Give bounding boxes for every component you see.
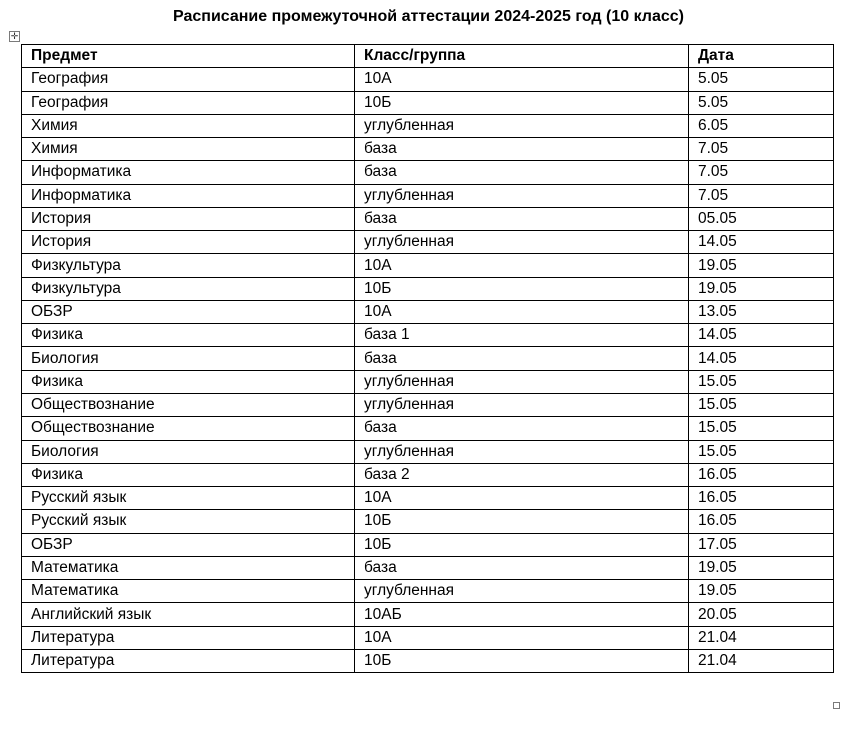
cell-class-group: углубленная <box>355 114 689 137</box>
table-row <box>22 556 834 579</box>
cell-class-group: 10Б <box>355 649 689 672</box>
cell-class-group: углубленная <box>355 580 689 603</box>
table-row <box>22 393 834 416</box>
cell-class-group: база 1 <box>355 324 689 347</box>
cell-date: 7.05 <box>689 184 834 207</box>
cell-subject: Физика <box>22 324 355 347</box>
cell-class-group: углубленная <box>355 440 689 463</box>
table-row <box>22 138 834 161</box>
resize-square-icon[interactable] <box>833 702 840 709</box>
cell-subject: Литература <box>22 626 355 649</box>
column-header-subject: Предмет <box>22 45 355 68</box>
table-header-row <box>22 45 834 68</box>
cell-subject: Физкультура <box>22 254 355 277</box>
cell-subject: Биология <box>22 347 355 370</box>
cell-subject: Физкультура <box>22 277 355 300</box>
cell-date: 19.05 <box>689 556 834 579</box>
cell-class-group: 10Б <box>355 510 689 533</box>
cell-class-group: 10А <box>355 300 689 323</box>
cell-date: 14.05 <box>689 324 834 347</box>
table-row <box>22 161 834 184</box>
cell-class-group: 10Б <box>355 277 689 300</box>
cell-class-group: 10Б <box>355 91 689 114</box>
cell-subject: История <box>22 207 355 230</box>
cell-class-group: 10А <box>355 626 689 649</box>
table-row <box>22 533 834 556</box>
cell-class-group: база <box>355 138 689 161</box>
cell-date: 15.05 <box>689 417 834 440</box>
cell-subject: Литература <box>22 649 355 672</box>
cell-class-group: 10А <box>355 254 689 277</box>
schedule-table <box>21 44 834 673</box>
cell-class-group: база <box>355 417 689 440</box>
table-row <box>22 626 834 649</box>
cell-subject: Химия <box>22 138 355 161</box>
table-row <box>22 649 834 672</box>
cell-date: 21.04 <box>689 626 834 649</box>
cell-class-group: 10Б <box>355 533 689 556</box>
cell-class-group: база <box>355 556 689 579</box>
table-row <box>22 580 834 603</box>
cell-class-group: база <box>355 207 689 230</box>
cell-date: 19.05 <box>689 580 834 603</box>
cell-date: 7.05 <box>689 138 834 161</box>
cell-subject: География <box>22 68 355 91</box>
table-row <box>22 417 834 440</box>
cell-date: 15.05 <box>689 440 834 463</box>
cell-subject: Русский язык <box>22 510 355 533</box>
cell-subject: Математика <box>22 556 355 579</box>
cell-date: 14.05 <box>689 347 834 370</box>
table-row <box>22 91 834 114</box>
cell-date: 6.05 <box>689 114 834 137</box>
cell-subject: Физика <box>22 370 355 393</box>
cell-subject: Обществознание <box>22 393 355 416</box>
table-row <box>22 184 834 207</box>
cell-subject: Обществознание <box>22 417 355 440</box>
table-row <box>22 277 834 300</box>
cell-subject: ОБЗР <box>22 300 355 323</box>
table-body <box>22 68 834 673</box>
table-row <box>22 68 834 91</box>
cell-class-group: углубленная <box>355 370 689 393</box>
cell-date: 15.05 <box>689 370 834 393</box>
cell-date: 19.05 <box>689 277 834 300</box>
cell-class-group: 10АБ <box>355 603 689 626</box>
cell-date: 16.05 <box>689 463 834 486</box>
cell-subject: Русский язык <box>22 487 355 510</box>
cell-date: 14.05 <box>689 231 834 254</box>
cell-date: 5.05 <box>689 68 834 91</box>
cell-subject: Математика <box>22 580 355 603</box>
cell-class-group: 10А <box>355 68 689 91</box>
table-row <box>22 487 834 510</box>
cell-subject: ОБЗР <box>22 533 355 556</box>
cell-subject: География <box>22 91 355 114</box>
table-row <box>22 231 834 254</box>
cell-date: 13.05 <box>689 300 834 323</box>
cell-class-group: углубленная <box>355 184 689 207</box>
cell-date: 21.04 <box>689 649 834 672</box>
cell-subject: История <box>22 231 355 254</box>
cell-date: 16.05 <box>689 510 834 533</box>
cell-subject: Английский язык <box>22 603 355 626</box>
table-row <box>22 370 834 393</box>
cell-class-group: база <box>355 161 689 184</box>
cell-class-group: углубленная <box>355 393 689 416</box>
cell-date: 20.05 <box>689 603 834 626</box>
cell-subject: Информатика <box>22 161 355 184</box>
table-row <box>22 254 834 277</box>
cell-subject: Физика <box>22 463 355 486</box>
cell-date: 15.05 <box>689 393 834 416</box>
table-row <box>22 603 834 626</box>
cell-date: 5.05 <box>689 91 834 114</box>
cell-date: 7.05 <box>689 161 834 184</box>
table-row <box>22 463 834 486</box>
table-row <box>22 300 834 323</box>
table-row <box>22 207 834 230</box>
table-row <box>22 114 834 137</box>
page-title: Расписание промежуточной аттестации 2024-2025 год (10 класс) <box>173 8 684 25</box>
cell-date: 19.05 <box>689 254 834 277</box>
cell-date: 17.05 <box>689 533 834 556</box>
table-row <box>22 440 834 463</box>
cell-class-group: база 2 <box>355 463 689 486</box>
table-row <box>22 324 834 347</box>
cell-subject: Биология <box>22 440 355 463</box>
cell-date: 05.05 <box>689 207 834 230</box>
column-header-date: Дата <box>689 45 834 68</box>
cell-class-group: углубленная <box>355 231 689 254</box>
column-header-class-group: Класс/группа <box>355 45 689 68</box>
cell-class-group: 10А <box>355 487 689 510</box>
table-row <box>22 347 834 370</box>
table-row <box>22 510 834 533</box>
move-arrows-icon[interactable]: ✛ <box>10 31 19 41</box>
cell-class-group: база <box>355 347 689 370</box>
cell-date: 16.05 <box>689 487 834 510</box>
cell-subject: Химия <box>22 114 355 137</box>
cell-subject: Информатика <box>22 184 355 207</box>
